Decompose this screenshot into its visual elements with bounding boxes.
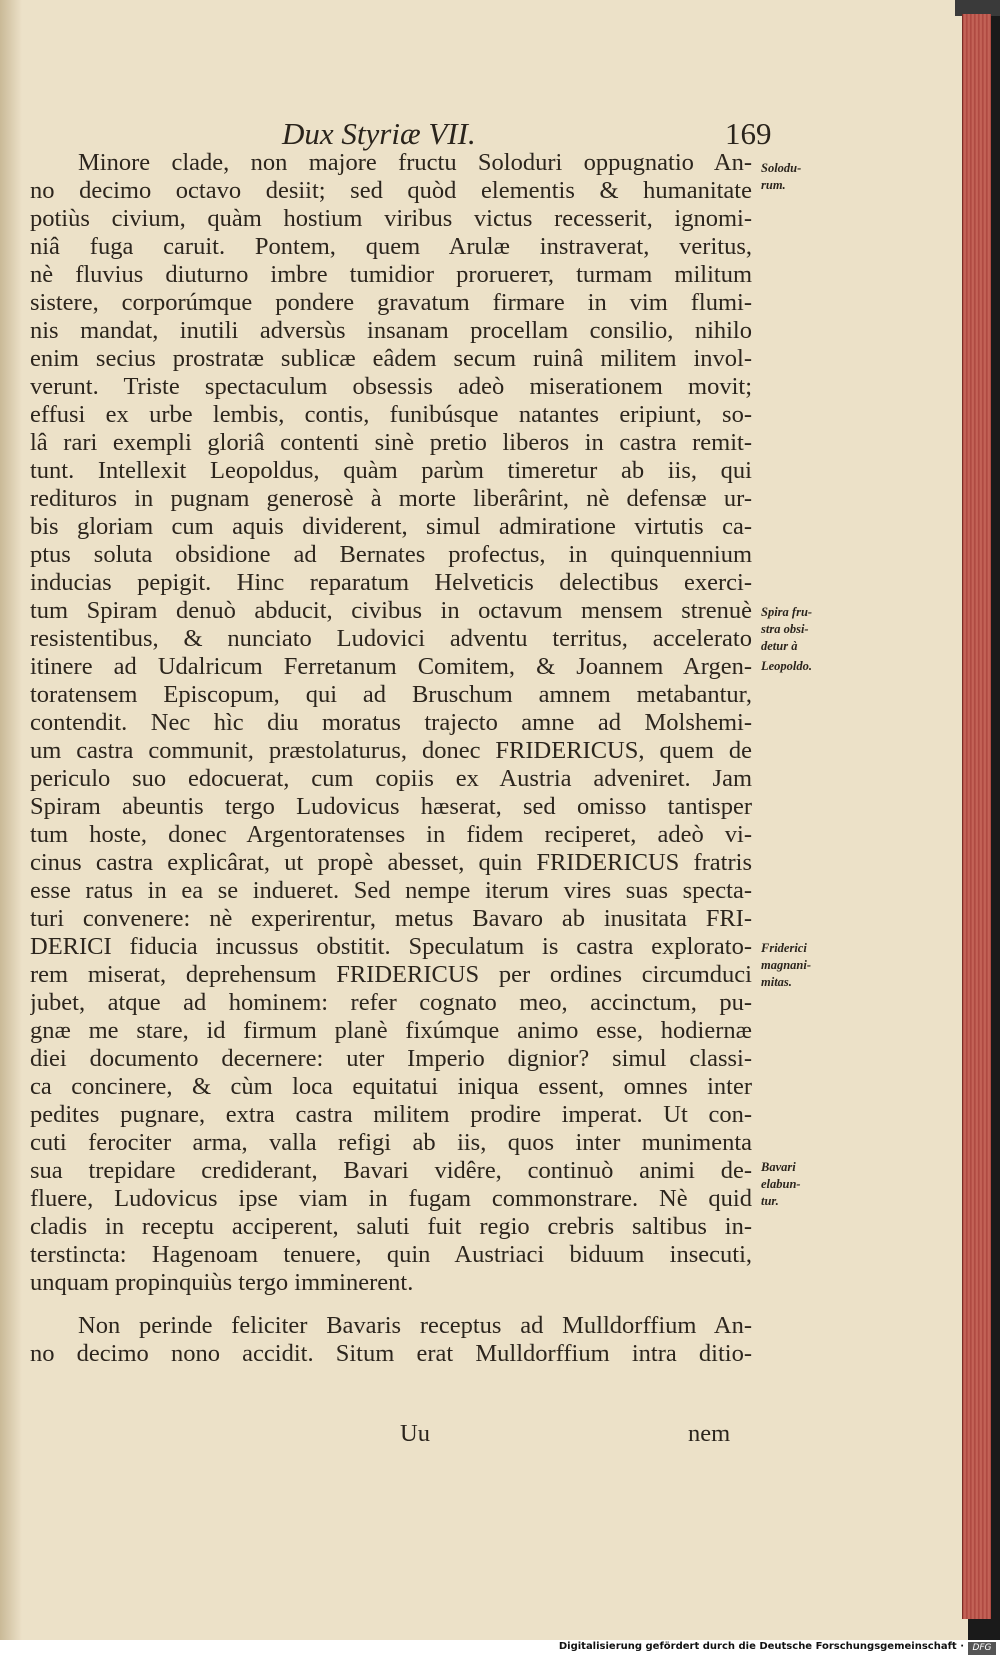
text-line: no decimo octavo desiit; sed quòd elementis & humanitate — [30, 177, 752, 204]
catchword: nem — [688, 1420, 731, 1447]
text-line: Spiram abeuntis tergo Ludovicus hæserat, sed omisso tantisper — [30, 793, 752, 820]
text-line: Minore clade, non majore fructu Soloduri oppugnatio An- — [78, 149, 752, 176]
text-line: nis mandat, inutili adversùs insanam procellam consilio, nihilo — [30, 317, 752, 344]
text-line: turi convenere: nè experirentur, metus Bavaro ab inusitata FRI- — [30, 905, 752, 932]
text-line: Non perinde feliciter Bavaris receptus ad Mulldorffium An- — [78, 1312, 752, 1339]
margin-note: mitas. — [761, 975, 792, 989]
text-line: contendit. Nec hìc diu moratus trajecto amne ad Molshemi- — [30, 709, 752, 736]
signature-mark: Uu — [400, 1420, 430, 1447]
text-line: tum hoste, donec Argentoratenses in fidem reciperet, adeò vi- — [30, 821, 752, 848]
text-line: enim secius prostratæ sublicæ eâdem secum ruinâ militem invol- — [30, 345, 752, 372]
text-line: itinere ad Udalricum Ferretanum Comitem, & Joannem Argen- — [30, 653, 752, 680]
text-line: cinus castra explicârat, ut propè abesset, quin FRIDERICUS fratris — [30, 849, 752, 876]
margin-note: magnani- — [761, 958, 812, 972]
text-line: nè fluvius diuturno imbre tumidior proruerет, turmam militum — [30, 261, 752, 288]
text-line: lâ rari exempli gloriâ contenti sinè pretio liberos in castra remit- — [30, 429, 752, 456]
text-line: jubet, atque ad hominem: refer cognato meo, accinctum, pu- — [30, 989, 752, 1016]
text-line: diei documento decernere: uter Imperio dignior? simul classi- — [30, 1045, 752, 1072]
page-edge — [962, 14, 991, 1619]
margin-note: detur à — [761, 639, 798, 653]
text-line: esse ratus in ea se indueret. Sed nempe iterum vires suas specta- — [30, 877, 752, 904]
text-line: potiùs civium, quàm hostium viribus victus recesserit, ignomi- — [30, 205, 752, 232]
text-line: tunt. Intellexit Leopoldus, quàm parùm timeretur ab iis, qui — [30, 457, 752, 484]
text-line: niâ fuga caruit. Pontem, quem Arulæ instraverat, veritus, — [30, 233, 752, 260]
text-line: DERICI fiducia incussus obstitit. Speculatum is castra explorato- — [30, 933, 752, 960]
text-line: verunt. Triste spectaculum obsessis adeò miserationem movit; — [30, 373, 752, 400]
page-number: 169 — [725, 116, 772, 151]
text-line: inducias pepigit. Hinc reparatum Helveticis delectibus exerci- — [30, 569, 752, 596]
margin-note: Leopoldo. — [761, 659, 813, 673]
text-line: toratensem Episcopum, qui ad Bruschum amnem metabantur, — [30, 681, 752, 708]
text-line: redituros in pugnam generosè à morte liberârint, nè defensæ ur- — [30, 485, 752, 512]
dfg-logo-icon: DFG — [968, 1642, 996, 1655]
margin-note: elabun- — [761, 1177, 801, 1191]
margin-note: Bavari — [761, 1160, 796, 1174]
text-line: resistentibus, & nunciato Ludovici adventu territus, accelerato — [30, 625, 752, 652]
text-line: sistere, corporúmque pondere gravatum firmare in vim flumi- — [30, 289, 752, 316]
running-title: Dux Styriæ VII. — [282, 116, 476, 151]
footer-credit: Digitalisierung gefördert durch die Deutsche Forschungsgemeinschaft · — [558, 1641, 964, 1652]
text-line: bis gloriam cum aquis dividerent, simul admiratione virtutis ca- — [30, 513, 752, 540]
text-line: fluere, Ludovicus ipse viam in fugam commonstrare. Nè quid — [30, 1185, 752, 1212]
text-line: ca concinere, & cùm loca equitatui iniqua essent, omnes inter — [30, 1073, 752, 1100]
margin-note: stra obsi- — [761, 622, 809, 636]
margin-note: tur. — [761, 1194, 779, 1208]
text-line: periculo suo edocuerat, cum copiis ex Austria adveniret. Jam — [30, 765, 752, 792]
text-line: terstincta: Hagenoam tenuere, quin Austriaci biduum insecuti, — [30, 1241, 752, 1268]
text-line: cladis in receptu acciperent, saluti fuit regio crebris saltibus in- — [30, 1213, 752, 1240]
text-line: sua trepidare crediderant, Bavari vidêre, continuò animi de- — [30, 1157, 752, 1184]
text-line: tum Spiram denuò abducit, civibus in octavum mensem strenuè — [30, 597, 752, 624]
text-line: ptus soluta obsidione ad Bernates profectus, in quinquennium — [30, 541, 752, 568]
text-line: pedites pugnare, extra castra militem prodire imperat. Ut con- — [30, 1101, 752, 1128]
text-line: cuti ferociter arma, valla refigi ab iis, quos inter munimenta — [30, 1129, 752, 1156]
text-line: effusi ex urbe lembis, contis, funibúsque natantes eripiunt, so- — [30, 401, 752, 428]
digitization-footer — [0, 1640, 1000, 1658]
margin-note: Solodu- — [761, 161, 802, 175]
text-line: um castra communit, præstolaturus, donec FRIDERICUS, quem de — [30, 737, 752, 764]
margin-note: Friderici — [761, 941, 807, 955]
margin-note: rum. — [761, 178, 786, 192]
text-line: gnæ me stare, id firmum planè fixúmque animo esse, hodiernæ — [30, 1017, 752, 1044]
text-line: unquam propinquiùs tergo imminerent. — [30, 1269, 414, 1296]
margin-note: Spira fru- — [761, 605, 813, 619]
text-line: no decimo nono accidit. Situm erat Mulldorffium intra ditio- — [30, 1340, 752, 1367]
text-line: rem miserat, deprehensum FRIDERICUS per ordines circumduci — [30, 961, 752, 988]
